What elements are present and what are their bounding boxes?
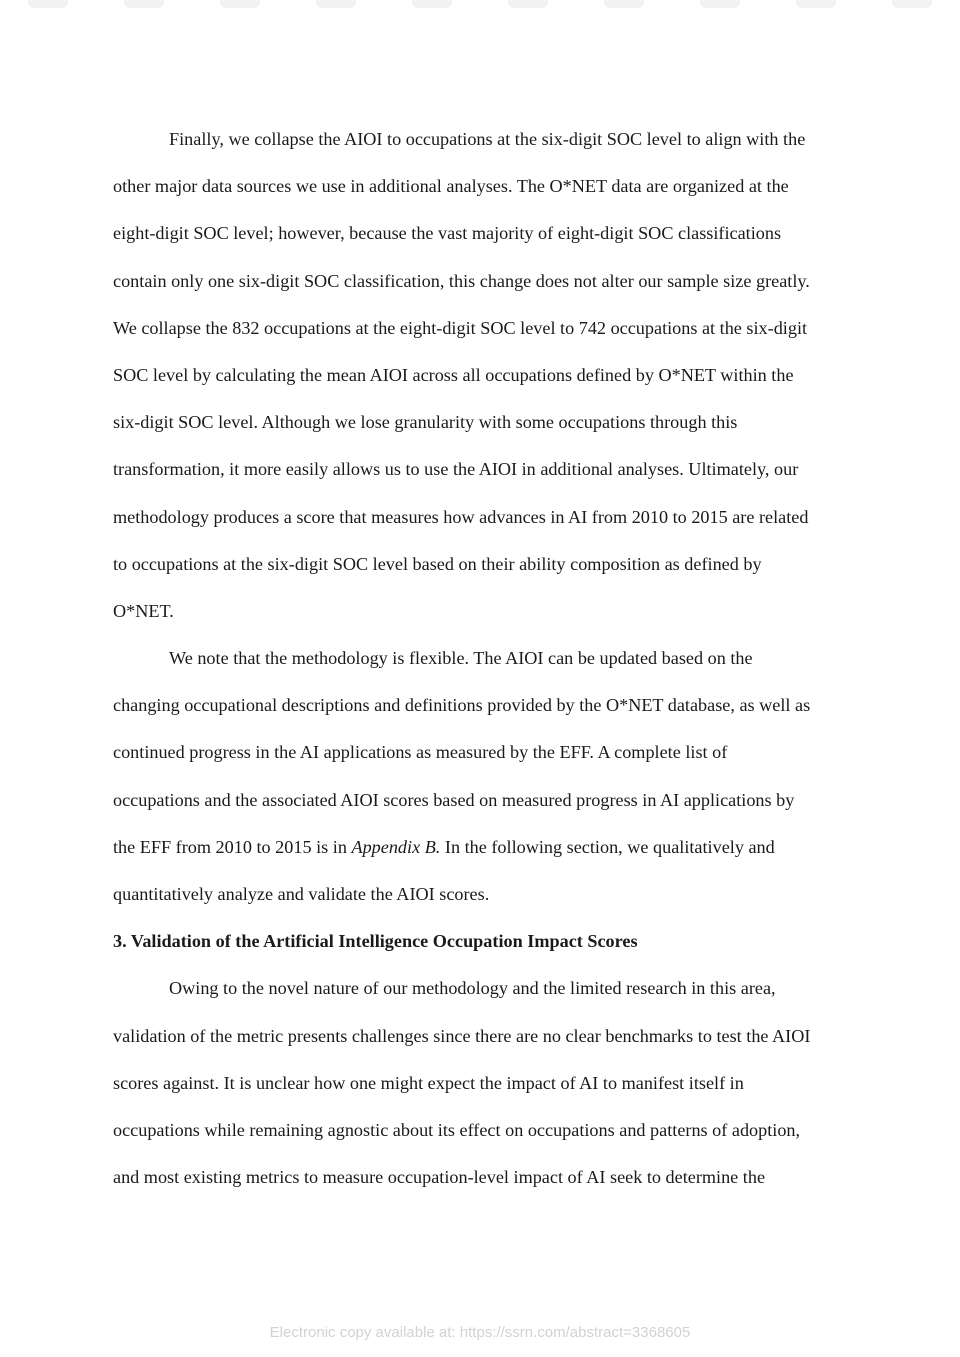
watermark-mark [892, 0, 932, 8]
paragraph-validation [113, 965, 837, 1201]
text-line: quantitatively analyze and validate the AIOI scores. [113, 884, 490, 904]
text-line: We note that the methodology is flexible. The AIOI can be updated based on the [169, 648, 753, 669]
body-text [113, 116, 837, 1201]
text-line: six-digit SOC level. Although we lose granularity with some occupations through this [113, 412, 738, 433]
text-line: validation of the metric presents challenges since there are no clear benchmarks to test the AIOI [113, 1025, 811, 1046]
text-line: Finally, we collapse the AIOI to occupations at the six-digit SOC level to align with the [169, 129, 806, 149]
header-watermark [0, 0, 960, 16]
text-fragment: In the following section, we qualitatively and [440, 836, 775, 857]
text-line: eight-digit SOC level; however, because the vast majority of eight-digit SOC classifications [113, 223, 782, 244]
watermark-mark [124, 0, 164, 8]
text-line: Owing to the novel nature of our methodology and the limited research in this area, [169, 978, 776, 999]
text-line: contain only one six-digit SOC classification, this change does not alter our sample size greatly. [113, 270, 810, 291]
text-line: occupations and the associated AIOI scores based on measured progress in AI applications by [113, 789, 795, 810]
text-line: other major data sources we use in additional analyses. The O*NET data are organized at the [113, 176, 789, 197]
paragraph-methodology-flexible [113, 635, 837, 918]
watermark-mark [604, 0, 644, 8]
text-line: transformation, it more easily allows us to use the AIOI in additional analyses. Ultimately, our [113, 459, 799, 480]
watermark-mark [700, 0, 740, 8]
paragraph-collapse-aioi [113, 116, 837, 635]
text-line: to occupations at the six-digit SOC level based on their ability composition as defined by [113, 553, 762, 574]
text-line: and most existing metrics to measure occupation-level impact of AI seek to determine the [113, 1167, 766, 1188]
text-line: O*NET. [113, 600, 174, 621]
text-line: SOC level by calculating the mean AIOI across all occupations defined by O*NET within the [113, 364, 794, 385]
text-line: changing occupational descriptions and definitions provided by the O*NET database, as well as [113, 695, 811, 716]
watermark-mark [796, 0, 836, 8]
footer-ssrn-notice: Electronic copy available at: https://ssrn.com/abstract=3368605 [269, 1324, 691, 1341]
watermark-mark [28, 0, 68, 8]
text-line: scores against. It is unclear how one might expect the impact of AI to manifest itself in [113, 1072, 744, 1093]
text-line: methodology produces a score that measures how advances in AI from 2010 to 2015 are related [113, 506, 809, 527]
watermark-mark [220, 0, 260, 8]
text-line: We collapse the 832 occupations at the eight-digit SOC level to 742 occupations at the six-digit [113, 317, 808, 338]
text-fragment: the EFF from 2010 to 2015 is in [113, 836, 352, 857]
text-line: occupations while remaining agnostic about its effect on occupations and patterns of adoption, [113, 1119, 801, 1140]
watermark-mark [316, 0, 356, 8]
section-heading: 3. Validation of the Artificial Intelligence Occupation Impact Scores [113, 931, 638, 952]
watermark-mark [412, 0, 452, 8]
text-line: continued progress in the AI applications as measured by the EFF. A complete list of [113, 742, 728, 763]
appendix-reference: Appendix B. [351, 836, 441, 857]
watermark-mark [508, 0, 548, 8]
text-line-with-appendix-ref [113, 824, 837, 871]
